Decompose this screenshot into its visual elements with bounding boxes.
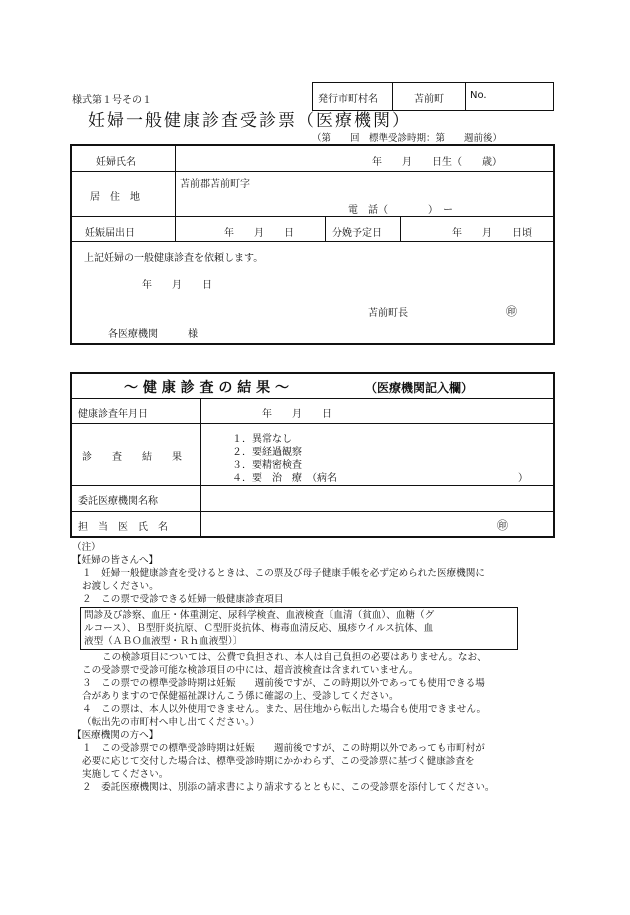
form-number: 様式第１号その１: [72, 95, 152, 106]
phone-field: 電 話（ ） ー: [348, 205, 453, 216]
exam-items-line-3: 液型（ＡＢＯ血液型・Ｒｈ血液型）〕: [84, 636, 243, 647]
note-p4b: （転出先の市町村へ申し出てください。）: [82, 717, 260, 728]
address-value: 苫前郡苫前町字: [180, 179, 250, 190]
exam-date-value: 年 月 日: [262, 409, 332, 420]
institution-label: 委託医療機関名称: [78, 496, 158, 507]
note-p2b: この受診票で受診可能な検診項目の中には、超音波検査は含まれていません。: [82, 665, 419, 676]
request-date: 年 月 日: [142, 280, 212, 291]
result-close-paren: ）: [518, 473, 528, 484]
exam-result-label: 診 査 結 果: [82, 452, 182, 463]
due-date: 年 月 日頃: [452, 228, 532, 239]
issuer-value: 苫前町: [414, 94, 444, 105]
results-title: ～ 健 康 診 査 の 結 果 ～: [124, 380, 289, 396]
issuer-label: 発行市町村名: [318, 94, 378, 105]
mayor-label: 苫前町長: [368, 308, 408, 319]
exam-date-label: 健康診査年月日: [78, 409, 148, 420]
pregnancy-report-label: 妊娠届出日: [85, 228, 135, 239]
pregnancy-report-date: 年 月 日: [224, 228, 294, 239]
form-title: 妊婦一般健康診査受診票（医療機関）: [88, 111, 411, 131]
note-m1c: 実施してください。: [82, 769, 169, 780]
result-option-1: １．異常なし: [232, 434, 292, 445]
doctor-seal: ㊞: [497, 519, 508, 532]
birth-date: 年 月 日生（ 歳）: [372, 157, 502, 168]
request-text: 上記妊婦の一般健康診査を依頼します。: [84, 253, 264, 264]
no-label: No.: [470, 90, 487, 101]
exam-items-line-1: 問診及び診察、血圧・体重測定、尿科学検査、血液検査〔血清（貧血）、血糖（グ: [84, 610, 435, 621]
seal-mark: ㊞: [506, 305, 517, 318]
note-p3: ３ この票での標準受診時期は妊娠 週前後ですが、この時期以外であっても使用できる場: [82, 678, 485, 689]
note-p1: １ 妊婦一般健康診査を受けるときは、この票及び母子健康手帳を必ず定められた医療機関に: [82, 568, 485, 579]
note-p3b: 合がありますので保健福祉課けんこう係に確認の上、受診してください。: [82, 691, 399, 702]
address-label: 居 住 地: [90, 192, 140, 203]
notes-section: [72, 541, 562, 794]
note-m2: ２ 委託医療機関は、別添の請求書により請求するとともに、この受診票を添付してください。: [82, 782, 495, 793]
note-p2: ２ この票で受診できる妊婦一般健康診査項目: [82, 594, 284, 605]
note-p4: ４ この票は、本人以外使用できません。また、居住地から転出した場合も使用できません。: [82, 704, 487, 715]
exam-items-line-2: ルコース）、Ｂ型肝炎抗原、Ｃ型肝炎抗体、梅毒血清反応、風疹ウイルス抗体、血: [84, 623, 434, 634]
note-m1: １ この受診票での標準受診時期は妊娠 週前後ですが、この時期以外であっても市町村が: [82, 743, 485, 754]
exam-items-box: [80, 607, 518, 650]
note-p1b: お渡しください。: [82, 581, 159, 592]
result-option-2: ２．要経過観察: [232, 447, 302, 458]
doctor-label: 担 当 医 氏 名: [78, 522, 168, 533]
name-label: 妊婦氏名: [96, 157, 136, 168]
result-option-4: ４．要 治 療 （病名: [232, 473, 337, 484]
pregnant-header: 【妊婦の皆さんへ】: [72, 555, 159, 566]
note-label: （注）: [72, 542, 101, 553]
result-option-3: ３．要精密検査: [232, 460, 302, 471]
note-p2a: この検診項目については、公費で負担され、本人は自己負担の必要はありません。なお、: [102, 652, 487, 663]
note-m1b: 必要に応じて交付した場合は、標準受診時期にかかわらず、この受診票に基づく健康診査を: [82, 756, 475, 767]
medical-header: 【医療機関の方へ】: [72, 730, 159, 741]
results-subtitle: （医療機関記入欄）: [365, 381, 474, 395]
form-subtitle: （第 回 標準受診時期：第 週前後）: [312, 133, 503, 144]
due-date-label: 分娩予定日: [332, 228, 382, 239]
addressee: 各医療機関 様: [108, 329, 198, 340]
